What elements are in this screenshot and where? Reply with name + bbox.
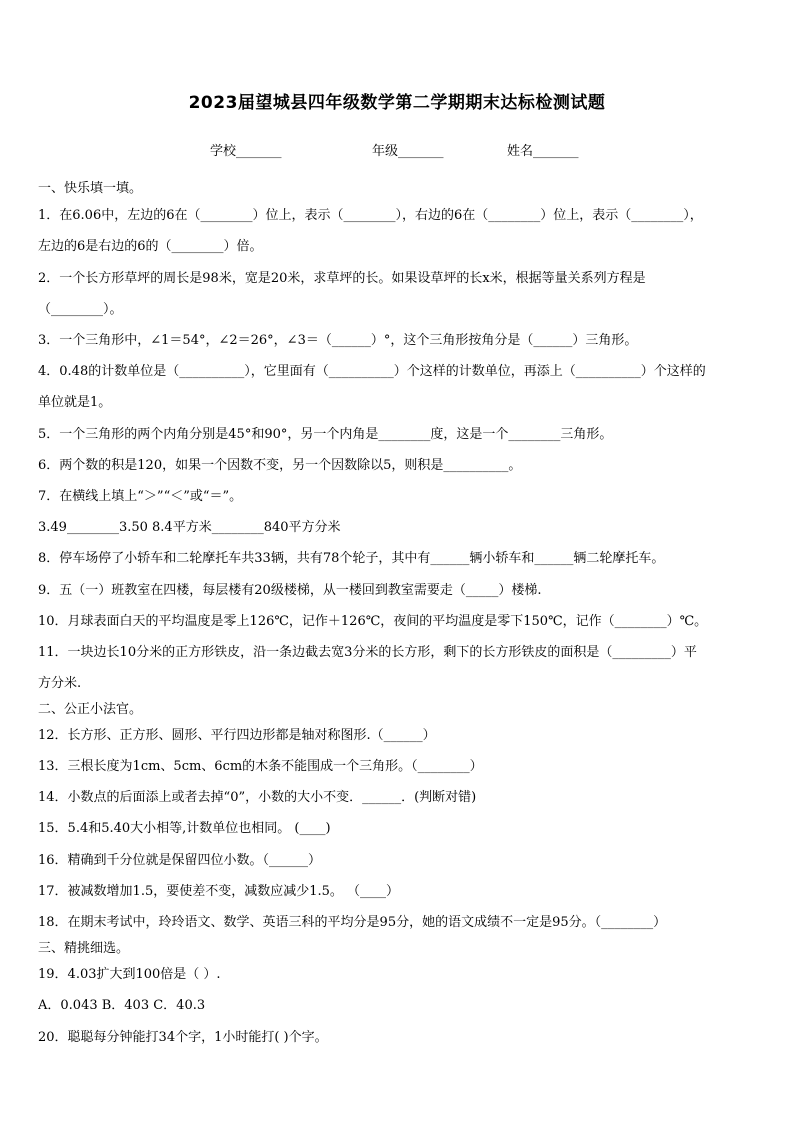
question-1-cont: 左边的6是右边的6的（________）倍。 xyxy=(38,239,263,254)
question-18: 18．在期末考试中，玲玲语文、数学、英语三科的平均分是95分，她的语文成绩不一定是95分。（________） xyxy=(38,915,667,930)
question-6: 6．两个数的积是120，如果一个因数不变，另一个因数除以5，则积是__________。 xyxy=(38,458,522,473)
question-5: 5．一个三角形的两个内角分别是45°和90°，另一个内角是________度，这是一个________三角形。 xyxy=(38,427,613,442)
question-7-items: 3.49________3.50 8.4平方米________840平方分米 xyxy=(38,520,341,535)
page-title: 2023届望城县四年级数学第二学期期末达标检测试题 xyxy=(188,93,606,113)
question-2: 2．一个长方形草坪的周长是98米，宽是20米，求草坪的长。如果设草坪的长x米，根据等量关系列方程是 xyxy=(38,271,646,286)
question-16: 16．精确到千分位就是保留四位小数。（______） xyxy=(38,853,322,868)
section-heading-fill-in: 一、快乐填一填。 xyxy=(38,181,143,196)
question-11: 11．一块边长10分米的正方形铁皮，沿一条边截去宽3分米的长方形，剩下的长方形铁皮的面积是（_________）平 xyxy=(38,645,697,660)
question-17: 17．被减数增加1.5，要使差不变，减数应减少1.5。 （____） xyxy=(38,884,400,899)
question-14: 14．小数点的后面添上或者去掉“0”，小数的大小不变．______．(判断对错) xyxy=(38,790,477,805)
question-1: 1．在6.06中，左边的6在（________）位上，表示（________），右边的6在（________）位上，表示（________）， xyxy=(38,208,703,223)
grade-field: 年级_______ xyxy=(372,144,444,159)
question-4: 4．0.48的计数单位是（__________），它里面有（__________）个这样的计数单位，再添上（__________）个这样的 xyxy=(38,364,706,379)
question-3: 3．一个三角形中，∠1＝54°，∠2＝26°，∠3＝（______）°，这个三角形按角分是（______）三角形。 xyxy=(38,333,638,348)
section-heading-multiple-choice: 三、精挑细选。 xyxy=(38,941,130,956)
question-20: 20．聪聪每分钟能打34个字，1小时能打( )个字。 xyxy=(38,1030,328,1045)
question-2-cont: （________）。 xyxy=(38,302,123,317)
question-19-options: A．0.043 B．403 C．40.3 xyxy=(38,998,206,1013)
question-13: 13．三根长度为1cm、5cm、6cm的木条不能围成一个三角形。（________） xyxy=(38,759,483,774)
question-9: 9．五（一）班教室在四楼，每层楼有20级楼梯，从一楼回到教室需要走（_____）楼梯. xyxy=(38,583,542,598)
question-12: 12．长方形、正方形、圆形、平行四边形都是轴对称图形.（______） xyxy=(38,728,436,743)
question-4-cont: 单位就是1。 xyxy=(38,395,112,410)
section-heading-true-false: 二、公正小法官。 xyxy=(38,702,143,717)
name-field: 姓名_______ xyxy=(507,144,579,159)
question-15: 15．5.4和5.40大小相等,计数单位也相同。 (____) xyxy=(38,821,331,836)
question-7: 7．在横线上填上“＞”“＜”或“＝”。 xyxy=(38,489,243,504)
question-8: 8．停车场停了小轿车和二轮摩托车共33辆，共有78个轮子，其中有______辆小轿车和______辆二轮摩托车。 xyxy=(38,551,665,566)
question-19: 19．4.03扩大到100倍是（ ）. xyxy=(38,967,221,982)
school-field: 学校_______ xyxy=(210,144,282,159)
question-11-cont: 方分米. xyxy=(38,676,82,691)
question-10: 10．月球表面白天的平均温度是零上126℃，记作＋126℃，夜间的平均温度是零下150℃，记作（________）℃。 xyxy=(38,614,708,629)
